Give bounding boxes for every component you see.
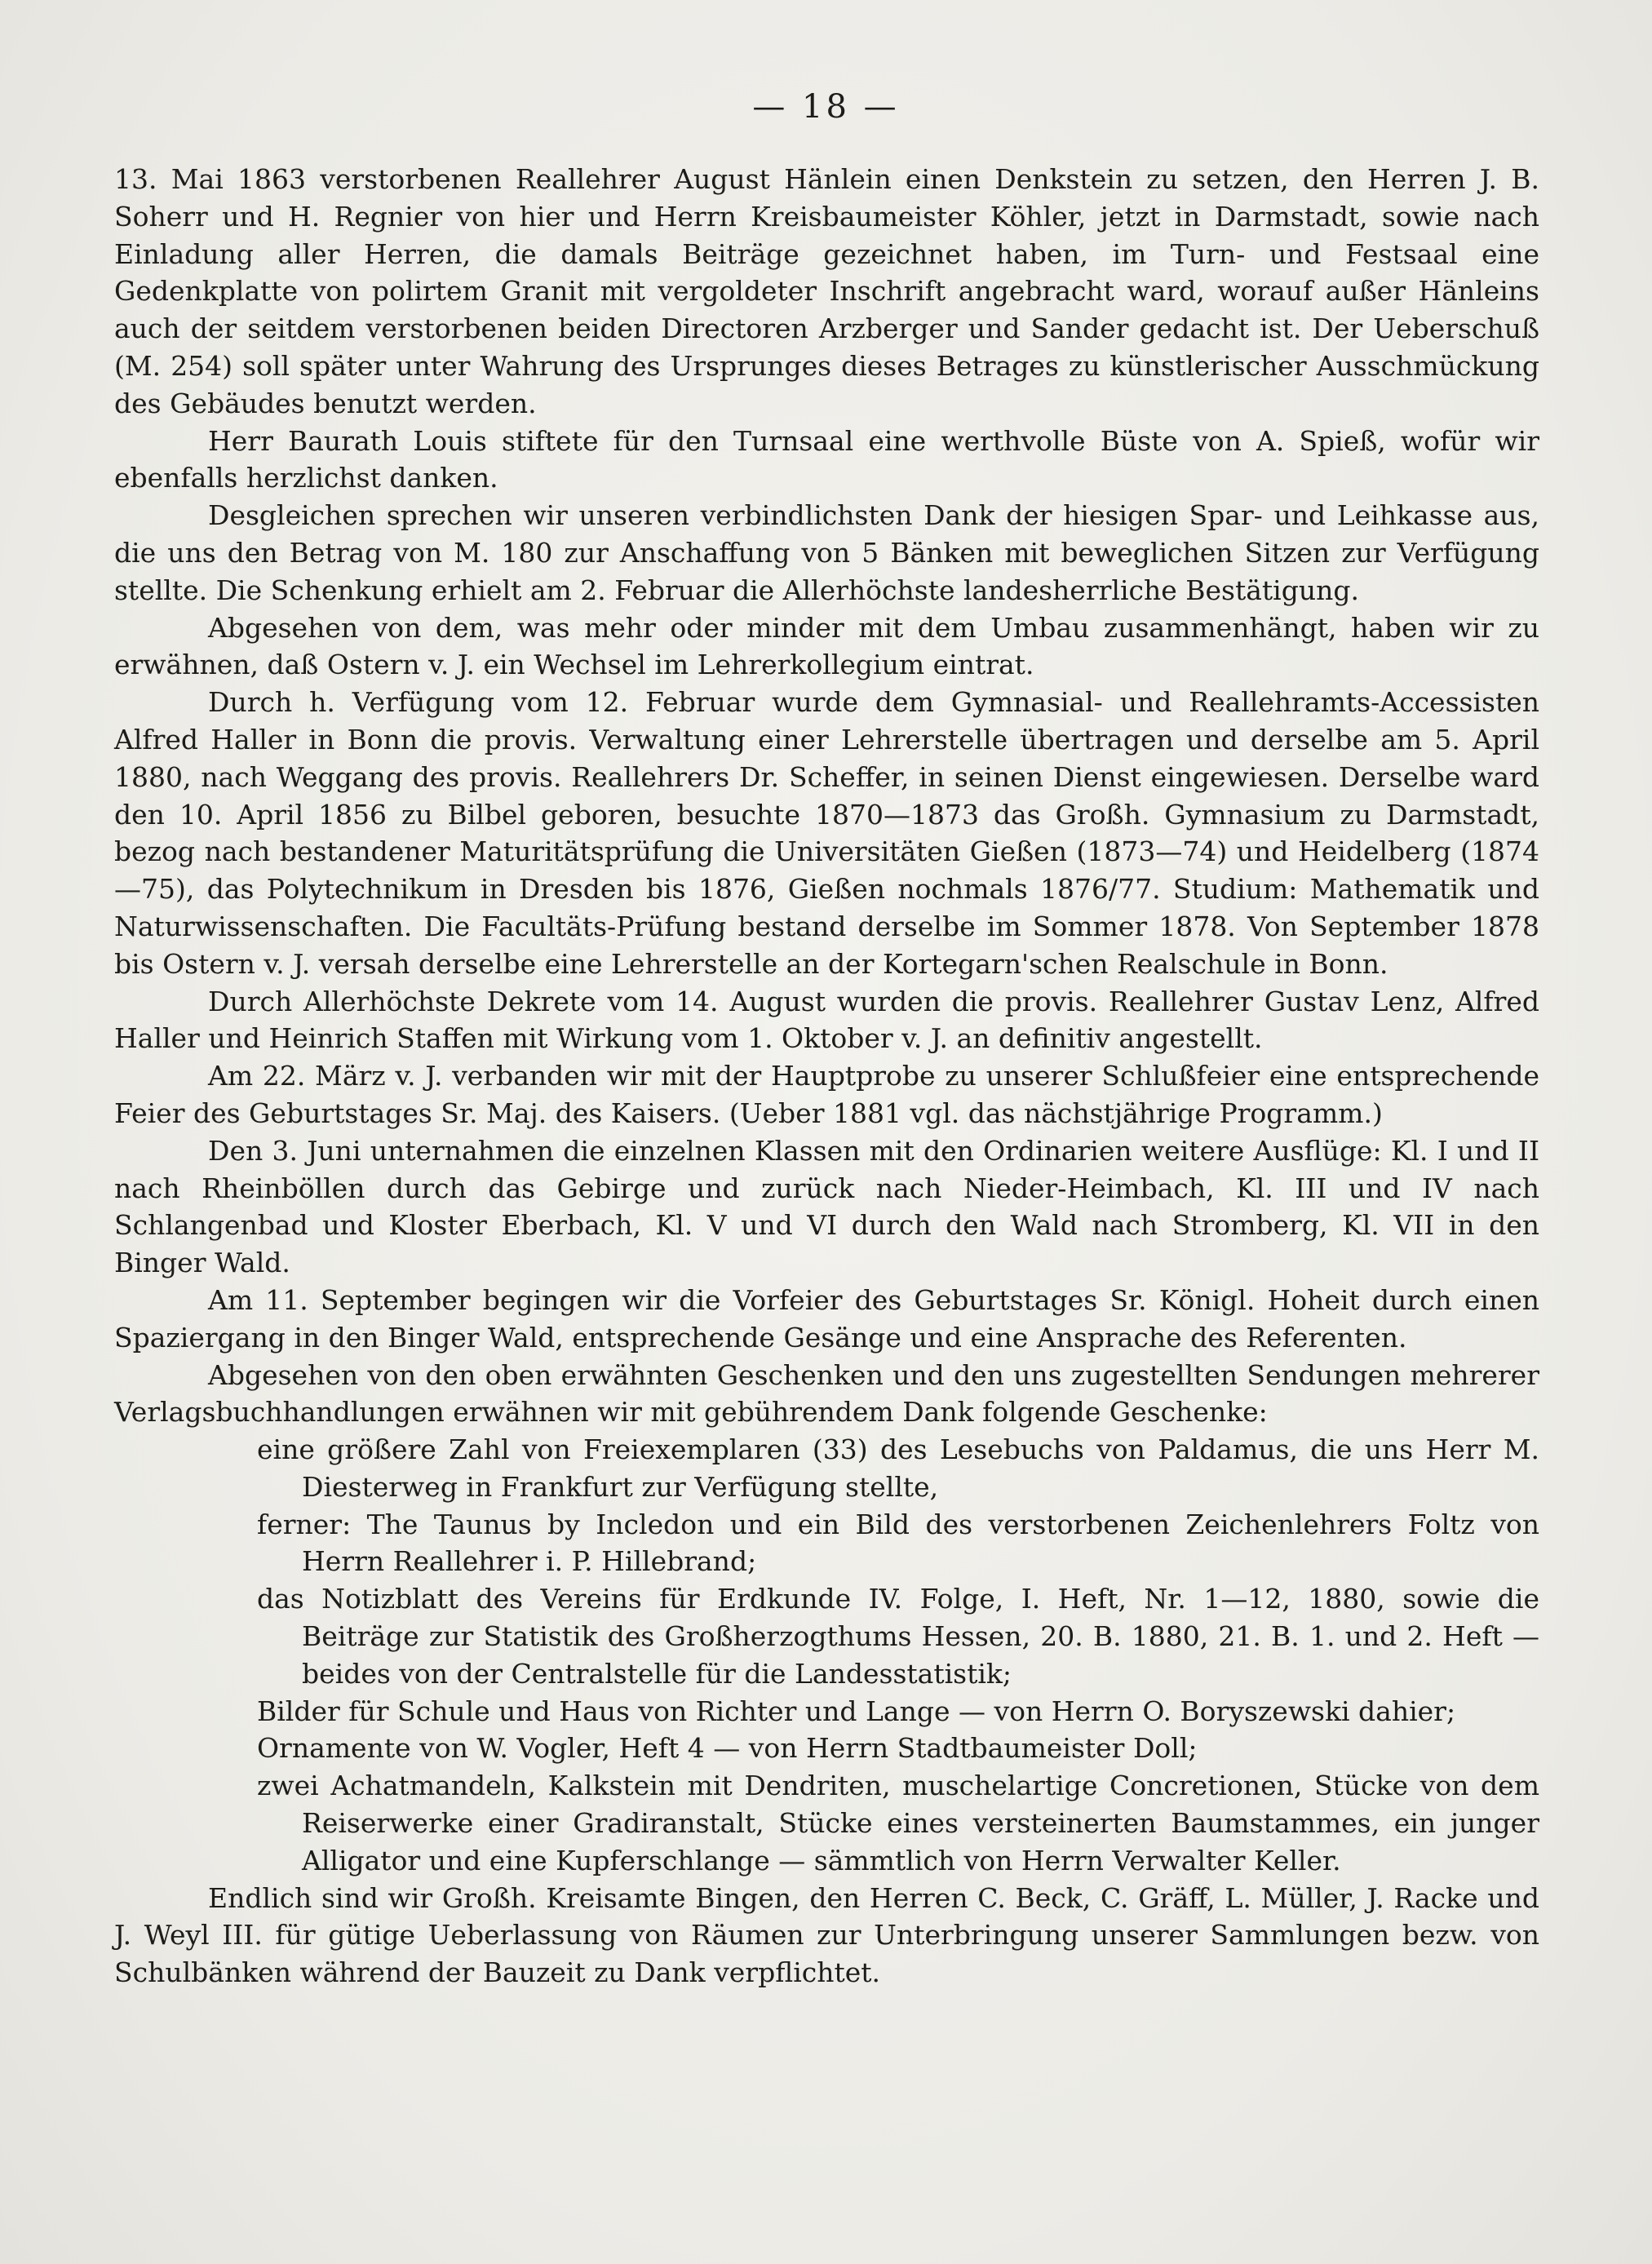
page-number: — 18 — — [752, 88, 900, 126]
paragraph-kaiser-birthday: Am 22. März v. J. verbanden wir mit der Hauptprobe zu unserer Schlußfeier eine entsprechende Feier des Geburtstages Sr. Maj. des Kaisers. (Ueber 1881 vgl. das nächstjährige Programm.) — [114, 1060, 1539, 1129]
paragraph-staff-change: Abgesehen von dem, was mehr oder minder mit dem Umbau zusammenhängt, haben wir zu erwähnen, daß Ostern v. J. ein Wechsel im Lehrerkollegium eintrat. — [114, 611, 1539, 681]
paragraph-gifts-intro: Abgesehen von den oben erwähnten Geschenken und den uns zugestellten Sendungen mehrerer Verlagsbuchhandlungen erwähnen wir mit gebührendem Dank folgende Geschenke: — [114, 1358, 1539, 1429]
paragraph-bust-donation: Herr Baurath Louis stiftete für den Turnsaal eine werthvolle Büste von A. Spieß, wofür wir ebenfalls herzlichst danken. — [114, 424, 1539, 494]
paragraph-haller: Durch h. Verfügung vom 12. Februar wurde dem Gymnasial- und Reallehramts-Accessisten Alfred Haller in Bonn die provis. Verwaltung einer Lehrerstelle übertragen und derselbe am 5. April 1880, nach Weggang des provis. Reallehrers Dr. Scheffer, in seinen Dienst eingewiesen. Derselbe ward den 10. April 1856 zu Bilbel geboren, besuchte 1870—1873 das Großh. Gymnasium zu Darmstadt, bezog nach bestandener Maturitätsprüfung die Universitäten Gießen (1873—74) und Heidelberg (1874—75), das Polytechnikum in Dresden bis 1876, Gießen nochmals 1876/77. Studium: Mathematik und Naturwissenschaften. Die Facultäts-Prüfung bestand derselbe im Sommer 1878. Von September 1878 bis Ostern v. J. versah derselbe eine Lehrerstelle an der Kortegarn'schen Realschule in Bonn. — [114, 686, 1539, 980]
body-text — [114, 161, 1539, 1992]
gift-item-bilder: Bilder für Schule und Haus von Richter und Lange — von Herrn O. Boryszewski dahier; — [257, 1695, 1456, 1727]
paragraph-memorial: 13. Mai 1863 verstorbenen Reallehrer August Hänlein einen Denkstein zu setzen, den Herren J. B. Soherr und H. Regnier von hier und Herrn Kreisbaumeister Köhler, jetzt in Darmstadt, sowie nach Einladung aller Herren, die damals Beiträge gezeichnet haben, im Turn- und Festsaal eine Gedenkplatte von polirtem Granit mit vergoldeter Inschrift angebracht ward, worauf außer Hänleins auch der seitdem verstorbenen beiden Directoren Arzberger und Sander gedacht ist. Der Ueberschuß (M. 254) soll später unter Wahrung des Ursprunges dieses Betrages zu künstlerischer Ausschmückung des Gebäudes benutzt werden. — [114, 163, 1539, 419]
paragraph-closing-thanks: Endlich sind wir Großh. Kreisamte Bingen, den Herren C. Beck, C. Gräff, L. Müller, J. Racke und J. Weyl III. für gütige Ueberlassung von Räumen zur Unterbringung unserer Sammlungen bezw. von Schulbänken während der Bauzeit zu Dank verpflichtet. — [114, 1881, 1539, 1989]
gift-item-lesebuch: eine größere Zahl von Freiexemplaren (33) des Lesebuchs von Paldamus, die uns Herr M. Diesterweg in Frankfurt zur Verfügung stellte, — [257, 1433, 1539, 1503]
gift-item-notizblatt: das Notizblatt des Vereins für Erdkunde IV. Folge, I. Heft, Nr. 1—12, 1880, sowie die Beiträge zur Statistik des Großherzogthums Hessen, 20. B. 1880, 21. B. 1. und 2. Heft — beides von der Centralstelle für die Landesstatistik; — [257, 1583, 1539, 1690]
paragraph-savings-bank: Desgleichen sprechen wir unseren verbindlichsten Dank der hiesigen Spar- und Leihkasse aus, die uns den Betrag von M. 180 zur Anschaffung von 5 Bänken mit beweglichen Sitzen zur Verfügung stellte. Die Schenkung erhielt am 2. Februar die Allerhöchste landesherrliche Bestätigung. — [114, 499, 1539, 606]
paragraph-decrees: Durch Allerhöchste Dekrete vom 14. August wurden die provis. Reallehrer Gustav Lenz, Alfred Haller und Heinrich Staffen mit Wirkung vom 1. Oktober v. J. an definitiv angestellt. — [114, 985, 1539, 1055]
paragraph-september: Am 11. September begingen wir die Vorfeier des Geburtstages Sr. Königl. Hoheit durch einen Spaziergang in den Binger Wald, entsprechende Gesänge und eine Ansprache des Referenten. — [114, 1283, 1539, 1354]
paragraph-excursions: Den 3. Juni unternahmen die einzelnen Klassen mit den Ordinarien weitere Ausflüge: Kl. I und II nach Rheinböllen durch das Gebirge und zurück nach Nieder-Heimbach, Kl. III und IV nach Schlangenbad und Kloster Eberbach, Kl. V und VI durch den Wald nach Stromberg, Kl. VII in den Binger Wald. — [114, 1134, 1539, 1279]
gift-item-taunus: ferner: The Taunus by Incledon und ein Bild des verstorbenen Zeichenlehrers Foltz von Herrn Reallehrer i. P. Hillebrand; — [257, 1508, 1539, 1578]
gift-item-ornamente: Ornamente von W. Vogler, Heft 4 — von Herrn Stadtbaumeister Doll; — [257, 1732, 1198, 1765]
gift-item-minerals: zwei Achatmandeln, Kalkstein mit Dendriten, muschelartige Concretionen, Stücke von dem Reiserwerke einer Gradiranstalt, Stücke eines versteinerten Baumstammes, ein junger Alligator und eine Kupferschlange — sämmtlich von Herrn Verwalter Keller. — [257, 1770, 1539, 1876]
